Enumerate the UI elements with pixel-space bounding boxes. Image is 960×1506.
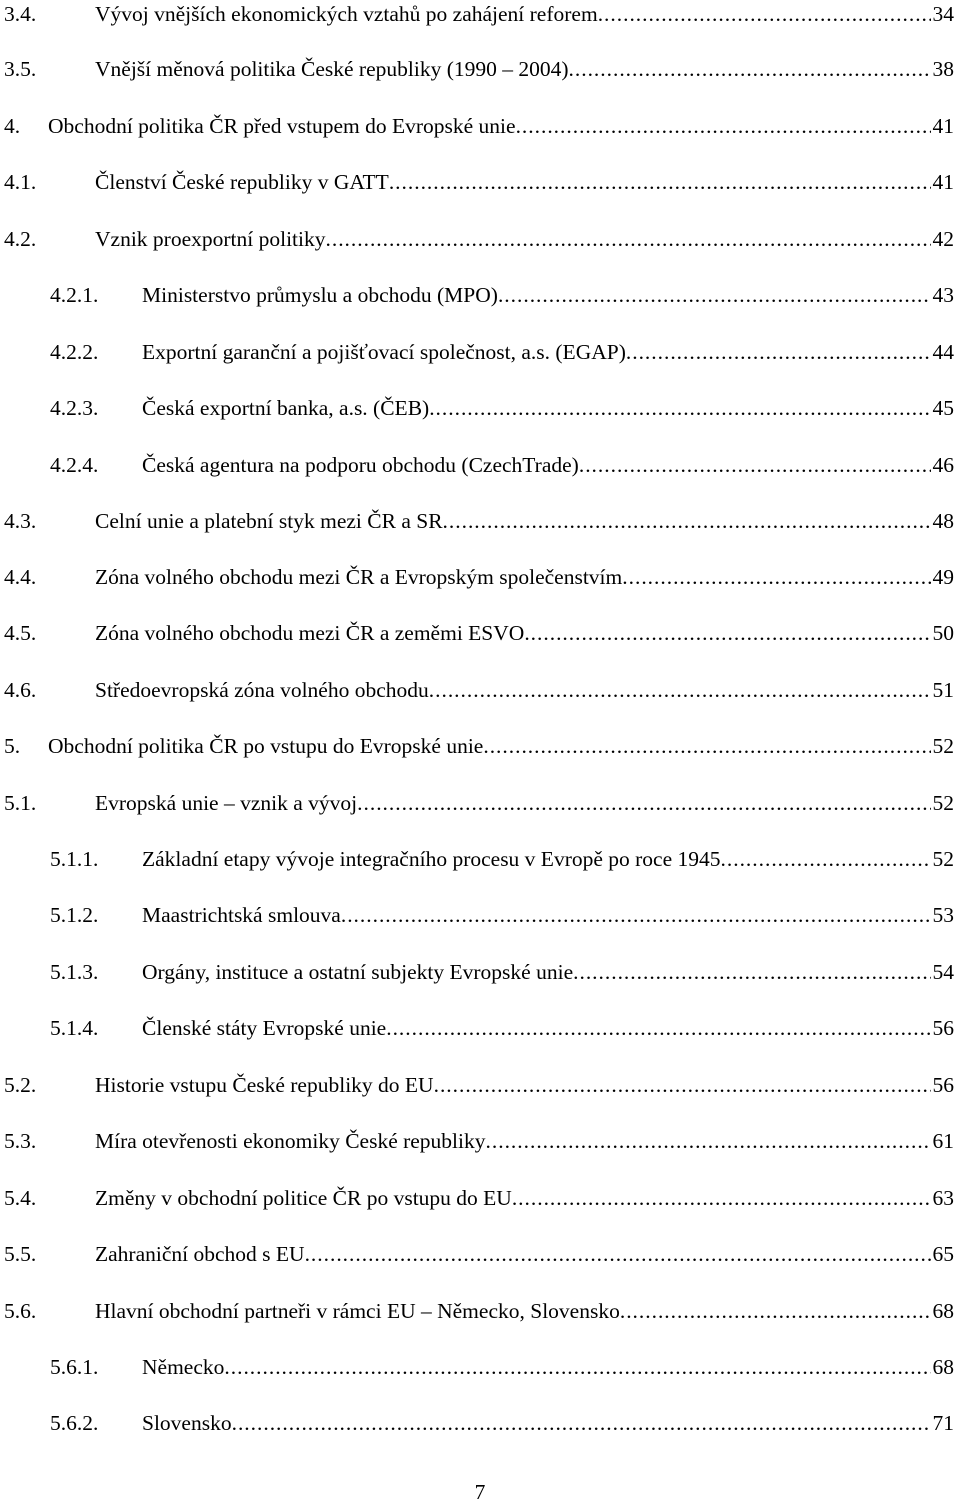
- toc-entry-number: 5.2.: [4, 1073, 37, 1097]
- toc-entry-number: 5.5.: [4, 1242, 37, 1266]
- toc-entry-title: Míra otevřenosti ekonomiky České republiky: [95, 1129, 486, 1153]
- toc-entry-title: Zóna volného obchodu mezi ČR a zeměmi ESVO: [95, 621, 525, 645]
- toc-entry-title: Obchodní politika ČR před vstupem do Evropské unie: [48, 114, 516, 138]
- toc-entry[interactable]: [0, 1409, 954, 1437]
- toc-entry[interactable]: [0, 1297, 954, 1325]
- toc-dot-leader: [443, 507, 931, 535]
- toc-entry-body: [142, 1409, 954, 1437]
- toc-entry-page: 45: [932, 396, 954, 420]
- toc-entry-title: Obchodní politika ČR po vstupu do Evropské unie: [48, 734, 484, 758]
- toc-entry-page: 68: [932, 1299, 954, 1323]
- toc-dot-leader: [429, 394, 930, 422]
- toc-entry-title: Maastrichtská smlouva: [142, 903, 341, 927]
- toc-entry-body: [142, 901, 954, 929]
- toc-entry[interactable]: [0, 338, 954, 366]
- toc-dot-leader: [524, 619, 930, 647]
- toc-entry-number: 5.: [4, 734, 21, 758]
- toc-entry-body: [95, 1240, 954, 1268]
- toc-entry-number: 4.5.: [4, 621, 37, 645]
- toc-entry-number: 4.6.: [4, 678, 37, 702]
- toc-entry[interactable]: [0, 168, 954, 196]
- toc-entry-title: Celní unie a platební styk mezi ČR a SR: [95, 509, 443, 533]
- toc-entry-page: 71: [932, 1411, 954, 1435]
- toc-entry-page: 51: [932, 678, 954, 702]
- toc-entry-page: 34: [932, 2, 954, 26]
- toc-entry-number: 3.5.: [4, 57, 37, 81]
- toc-dot-leader: [573, 958, 930, 986]
- toc-entry-title: Vývoj vnějších ekonomických vztahů po zahájení reforem: [95, 2, 598, 26]
- toc-dot-leader: [341, 901, 931, 929]
- toc-entry[interactable]: [0, 1353, 954, 1381]
- toc-entry-body: [95, 225, 954, 253]
- toc-dot-leader: [483, 732, 930, 760]
- toc-entry-number: 5.6.1.: [50, 1355, 99, 1379]
- toc-entry-page: 63: [932, 1186, 954, 1210]
- toc-entry-page: 61: [932, 1129, 954, 1153]
- toc-entry[interactable]: [0, 281, 954, 309]
- toc-entry-number: 5.1.1.: [50, 847, 99, 871]
- toc-dot-leader: [357, 789, 930, 817]
- toc-dot-leader: [579, 451, 931, 479]
- toc-entry-page: 38: [932, 57, 954, 81]
- toc-entry-title: Slovensko: [142, 1411, 232, 1435]
- toc-entry-number: 4.4.: [4, 565, 37, 589]
- toc-dot-leader: [622, 563, 930, 591]
- toc-entry-body: [95, 676, 954, 704]
- toc-entry-body: [95, 1184, 954, 1212]
- toc-entry-page: 56: [932, 1016, 954, 1040]
- toc-entry-page: 46: [932, 453, 954, 477]
- toc-entry[interactable]: [0, 619, 954, 647]
- toc-entry-body: [142, 338, 954, 366]
- toc-entry-title: Ministerstvo průmyslu a obchodu (MPO): [142, 283, 498, 307]
- toc-entry-title: Členské státy Evropské unie: [142, 1016, 387, 1040]
- toc-entry-page: 54: [932, 960, 954, 984]
- toc-entry-title: Hlavní obchodní partneři v rámci EU – Německo, Slovensko: [95, 1299, 620, 1323]
- toc-dot-leader: [512, 1184, 931, 1212]
- toc-entry-body: [95, 168, 954, 196]
- toc-entry-page: 52: [932, 734, 954, 758]
- toc-entry[interactable]: [0, 0, 954, 28]
- toc-entry-page: 53: [932, 903, 954, 927]
- toc-entry-page: 44: [932, 340, 954, 364]
- toc-entry-body: [95, 507, 954, 535]
- toc-dot-leader: [434, 1071, 931, 1099]
- toc-entry-number: 4.2.3.: [50, 396, 99, 420]
- toc-entry-number: 5.1.3.: [50, 960, 99, 984]
- toc-entry[interactable]: [0, 112, 954, 140]
- toc-entry-title: Německo: [142, 1355, 225, 1379]
- toc-entry-number: 5.6.2.: [50, 1411, 99, 1435]
- toc-entry-body: [48, 732, 954, 760]
- toc-entry-number: 4.2.4.: [50, 453, 99, 477]
- toc-entry-number: 5.1.2.: [50, 903, 99, 927]
- toc-entry[interactable]: [0, 789, 954, 817]
- toc-entry-title: Vnější měnová politika České republiky (1990 – 2004): [95, 57, 569, 81]
- toc-entry-page: 52: [932, 791, 954, 815]
- toc-dot-leader: [429, 676, 931, 704]
- toc-entry[interactable]: [0, 394, 954, 422]
- toc-entry-body: [95, 1297, 954, 1325]
- toc-entry-title: Orgány, instituce a ostatní subjekty Evropské unie: [142, 960, 574, 984]
- toc-entry-body: [142, 1014, 954, 1042]
- toc-entry-body: [142, 394, 954, 422]
- toc-entry-title: Zahraniční obchod s EU: [95, 1242, 305, 1266]
- toc-entry-number: 4.: [4, 114, 21, 138]
- toc-dot-leader: [326, 225, 931, 253]
- toc-entry-page: 41: [932, 114, 954, 138]
- toc-entry[interactable]: [0, 845, 954, 873]
- toc-entry-number: 5.3.: [4, 1129, 37, 1153]
- toc-dot-leader: [498, 281, 931, 309]
- toc-entry-title: Zóna volného obchodu mezi ČR a Evropským společenstvím: [95, 565, 623, 589]
- toc-entry-number: 5.1.: [4, 791, 37, 815]
- toc-entry-number: 5.6.: [4, 1299, 37, 1323]
- toc-entry[interactable]: [0, 451, 954, 479]
- toc-entry-number: 4.1.: [4, 170, 37, 194]
- toc-dot-leader: [389, 168, 931, 196]
- toc-dot-leader: [305, 1240, 931, 1268]
- toc-entry-page: 68: [932, 1355, 954, 1379]
- toc-entry-page: 50: [932, 621, 954, 645]
- toc-entry-title: Změny v obchodní politice ČR po vstupu do EU: [95, 1186, 512, 1210]
- toc-entry[interactable]: [0, 676, 954, 704]
- toc-entry-body: [95, 563, 954, 591]
- toc-entry-title: Základní etapy vývoje integračního procesu v Evropě po roce 1945: [142, 847, 721, 871]
- toc-entry-body: [95, 55, 954, 83]
- toc-entry-title: Česká exportní banka, a.s. (ČEB): [142, 396, 430, 420]
- toc-entry-number: 5.4.: [4, 1186, 37, 1210]
- toc-entry-body: [95, 619, 954, 647]
- toc-entry-title: Členství České republiky v GATT: [95, 170, 389, 194]
- toc-entry-page: 41: [932, 170, 954, 194]
- toc-entry-page: 48: [932, 509, 954, 533]
- toc-dot-leader: [232, 1409, 931, 1437]
- toc-entry-title: Česká agentura na podporu obchodu (CzechTrade): [142, 453, 579, 477]
- toc-dot-leader: [569, 55, 931, 83]
- toc-dot-leader: [386, 1014, 930, 1042]
- toc-entry-title: Evropská unie – vznik a vývoj: [95, 791, 358, 815]
- toc-entry[interactable]: [0, 1014, 954, 1042]
- toc-entry-body: [142, 451, 954, 479]
- toc-dot-leader: [721, 845, 931, 873]
- toc-entry[interactable]: [0, 55, 954, 83]
- page-number: 7: [474, 1480, 486, 1504]
- toc-entry-number: 3.4.: [4, 2, 37, 26]
- toc-entry-title: Středoevropská zóna volného obchodu: [95, 678, 429, 702]
- toc-entry[interactable]: [0, 901, 954, 929]
- toc-entry-title: Historie vstupu České republiky do EU: [95, 1073, 434, 1097]
- toc-entry[interactable]: [0, 507, 954, 535]
- toc-dot-leader: [224, 1353, 930, 1381]
- toc-entry-number: 4.2.: [4, 227, 37, 251]
- toc-entry-number: 4.2.2.: [50, 340, 99, 364]
- toc-dot-leader: [620, 1297, 931, 1325]
- toc-entry-page: 42: [932, 227, 954, 251]
- toc-entry-page: 56: [932, 1073, 954, 1097]
- toc-dot-leader: [516, 112, 931, 140]
- toc-entry-body: [48, 112, 954, 140]
- toc-entry-body: [95, 789, 954, 817]
- toc-entry-page: 65: [932, 1242, 954, 1266]
- toc-dot-leader: [626, 338, 931, 366]
- toc-entry-body: [142, 958, 954, 986]
- toc-entry[interactable]: [0, 958, 954, 986]
- toc-entry[interactable]: [0, 1184, 954, 1212]
- toc-entry-page: 43: [932, 283, 954, 307]
- toc-entry-number: 4.3.: [4, 509, 37, 533]
- toc-entry-body: [95, 1127, 954, 1155]
- toc-entry-body: [95, 1071, 954, 1099]
- toc-entry[interactable]: [0, 732, 954, 760]
- toc-entry-number: 4.2.1.: [50, 283, 99, 307]
- toc-entry[interactable]: [0, 1071, 954, 1099]
- toc-entry-body: [142, 281, 954, 309]
- toc-entry-title: Exportní garanční a pojišťovací společnost, a.s. (EGAP): [142, 340, 626, 364]
- toc-entry-page: 49: [932, 565, 954, 589]
- toc-dot-leader: [598, 0, 931, 28]
- toc-entry[interactable]: [0, 1240, 954, 1268]
- toc-entry-page: 52: [932, 847, 954, 871]
- toc-entry[interactable]: [0, 1127, 954, 1155]
- toc-dot-leader: [486, 1127, 931, 1155]
- toc-entry[interactable]: [0, 563, 954, 591]
- toc-entry-body: [142, 1353, 954, 1381]
- toc-entry-number: 5.1.4.: [50, 1016, 99, 1040]
- toc-entry-title: Vznik proexportní politiky: [95, 227, 326, 251]
- toc-entry-body: [95, 0, 954, 28]
- toc-entry-body: [142, 845, 954, 873]
- toc-entry[interactable]: [0, 225, 954, 253]
